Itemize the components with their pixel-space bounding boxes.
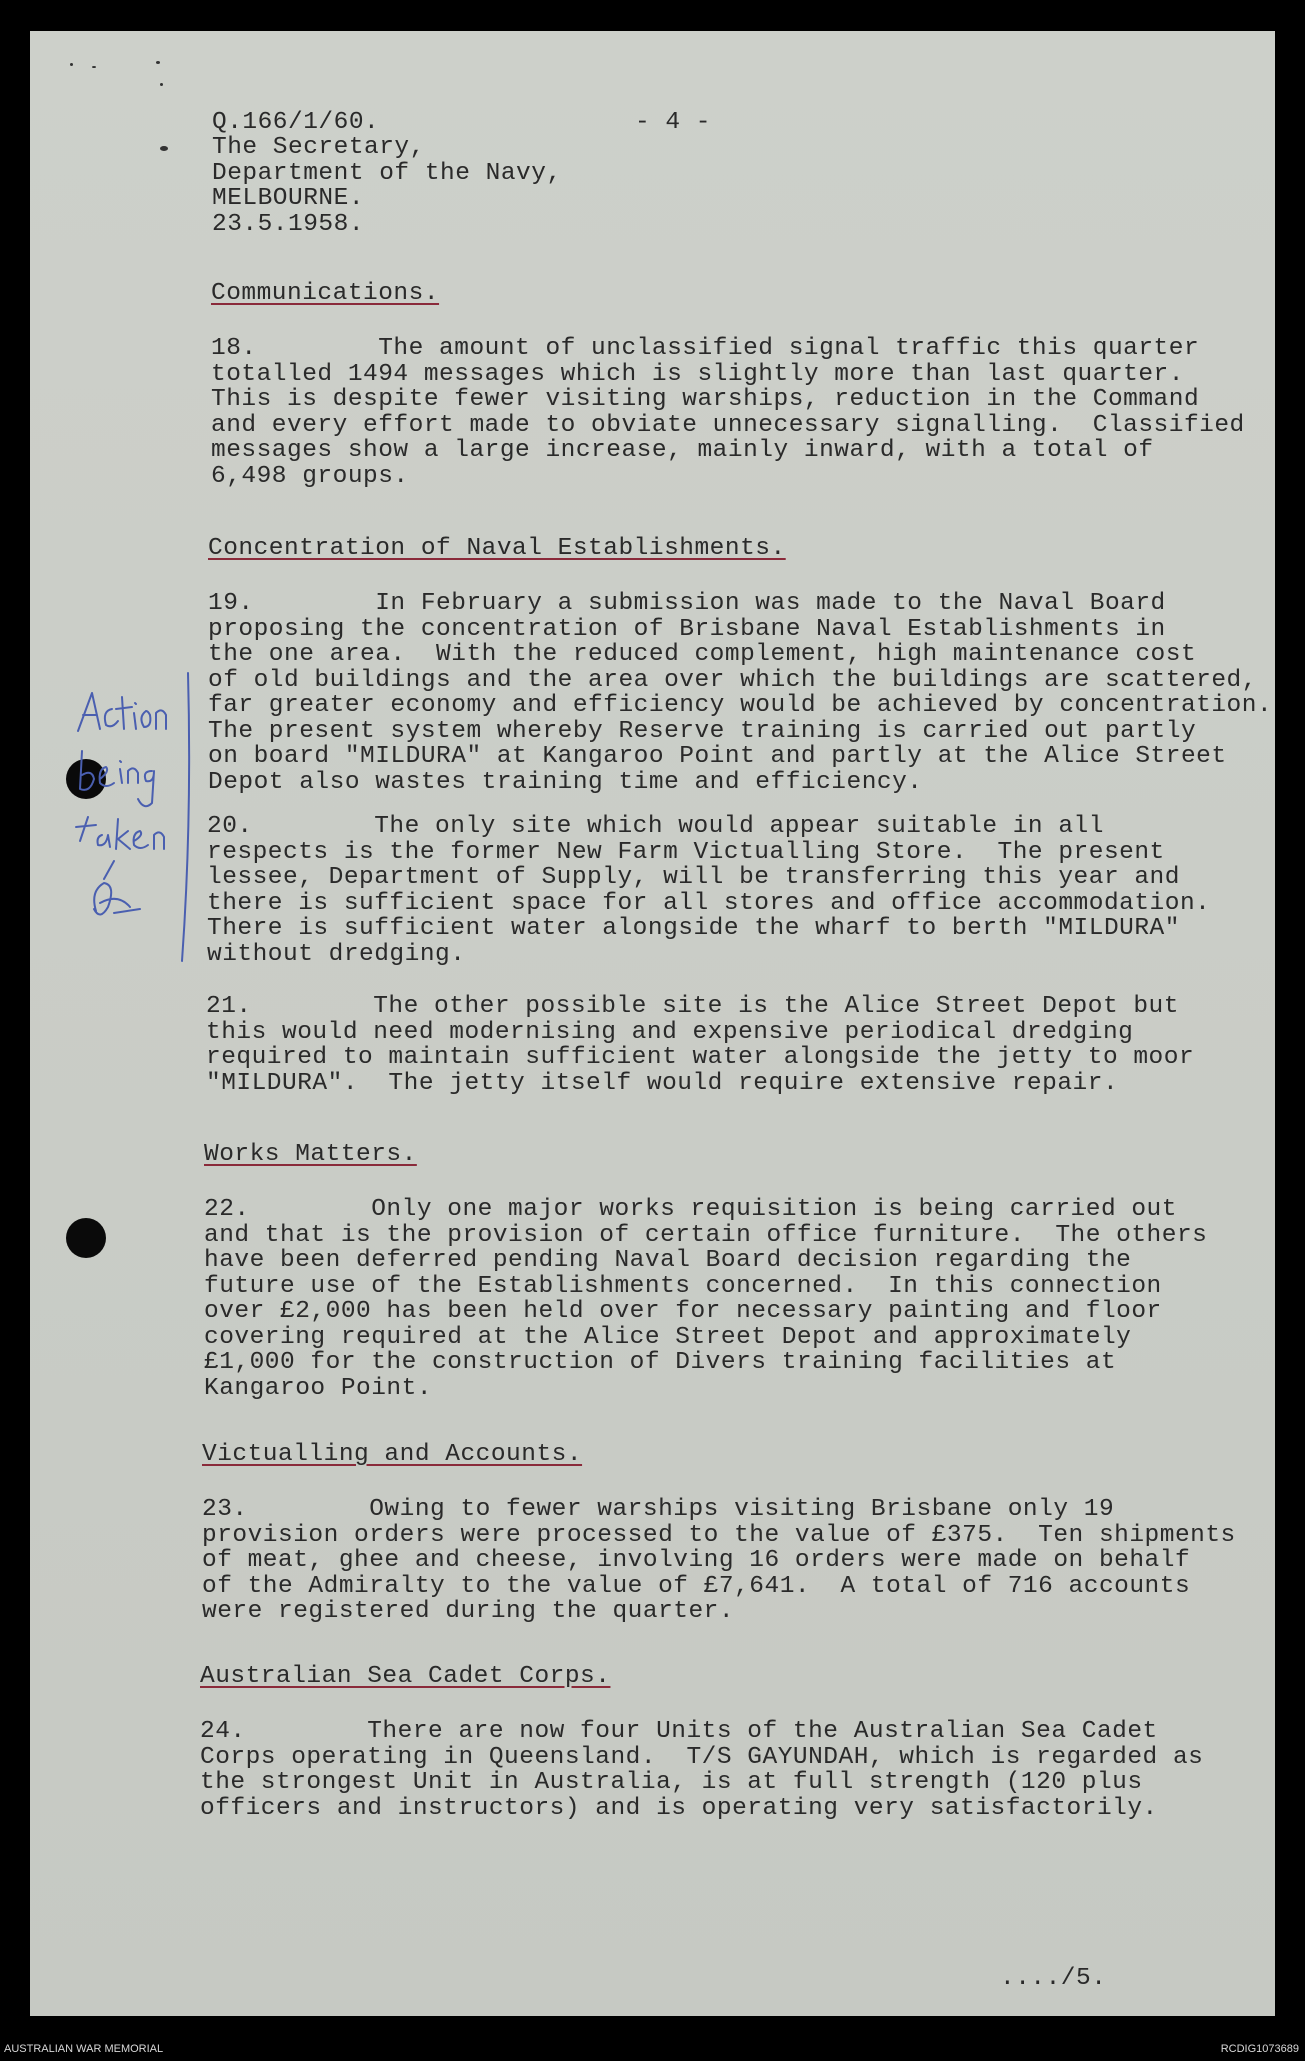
paragraph-18: 18. The amount of unclassified signal traffic this quarter totalled 1494 messages which is slightly more than last quarter. This is despite fewer visiting warships, reduction in the Command and every effort made to obviate unnecessary signalling. Classified messages show a large increase, mainly inward, with a total of 6,498 groups. <box>211 335 1245 490</box>
section-heading-works: Works Matters. <box>204 1141 417 1168</box>
paragraph-19: 19. In February a submission was made to the Naval Board proposing the concentration of Brisbane Naval Establishments in the one area. With the reduced complement, high maintenance cost of old buildings and the area over which the buildings are scattered, far greater economy and efficiency would be achieved by concentration. The present system whereby Reserve training is carried out partly on board "MILDURA" at Kangaroo Point and partly at the Alice Street Depot also wastes training time and efficiency. <box>208 590 1273 796</box>
punch-hole-bottom <box>66 1218 106 1258</box>
handwritten-annotation <box>70 671 200 971</box>
paragraph-23: 23. Owing to fewer warships visiting Brisbane only 19 provision orders were processed to the value of £375. Ten shipments of meat, ghee and cheese, involving 16 orders were made on behalf of the Admiralty to the value of £7,641. A total of 716 accounts were registered during the quarter. <box>202 1496 1236 1625</box>
paragraph-21: 21. The other possible site is the Alice Street Depot but this would need modernising and expensive periodical dredging required to maintain sufficient water alongside the jetty to moor "MILDURA". The jetty itself would require extensive repair. <box>206 993 1195 1097</box>
ink-speck <box>160 146 168 151</box>
ink-speck <box>156 61 160 64</box>
section-heading-victualling: Victualling and Accounts. <box>202 1441 583 1468</box>
footer-record-id: RCDIG1073689 <box>1220 2043 1299 2055</box>
ink-speck <box>160 83 163 86</box>
ink-speck <box>70 63 73 66</box>
paragraph-20: 20. The only site which would appear suitable in all respects is the former New Farm Victualling Store. The present lessee, Department of Supply, will be transferring this year and there is sufficient space for all stores and office accommodation. There is sufficient water alongside the wharf to berth "MILDURA" without dredging. <box>207 813 1211 968</box>
paragraph-24: 24. There are now four Units of the Australian Sea Cadet Corps operating in Queensland. T/S GAYUNDAH, which is regarded as the strongest Unit in Australia, is at full strength (120 plus officers and instructors) and is operating very satisfactorily. <box>200 1718 1204 1822</box>
page-number: - 4 - <box>635 109 712 136</box>
paragraph-22: 22. Only one major works requisition is being carried out and that is the provision of certain office furniture. The others have been deferred pending Naval Board decision regarding the future use of the Establishments concerned. In this connection over £2,000 has been held over for necessary painting and floor covering required at the Alice Street Depot and approximately £1,000 for the construction of Divers training facilities at Kangaroo Point. <box>204 1196 1208 1402</box>
reference-number: Q.166/1/60. <box>212 109 380 136</box>
ink-speck <box>92 66 96 68</box>
continuation-marker: ..../5. <box>1000 1965 1107 1992</box>
section-heading-sea-cadet: Australian Sea Cadet Corps. <box>200 1663 611 1690</box>
addressee-block: The Secretary, Department of the Navy, MELBOURNE. 23.5.1958. <box>212 134 562 238</box>
document-page <box>30 31 1275 2016</box>
footer-archive-name: AUSTRALIAN WAR MEMORIAL <box>4 2043 164 2055</box>
section-heading-communications: Communications. <box>211 280 440 307</box>
section-heading-concentration: Concentration of Naval Establishments. <box>208 535 786 562</box>
